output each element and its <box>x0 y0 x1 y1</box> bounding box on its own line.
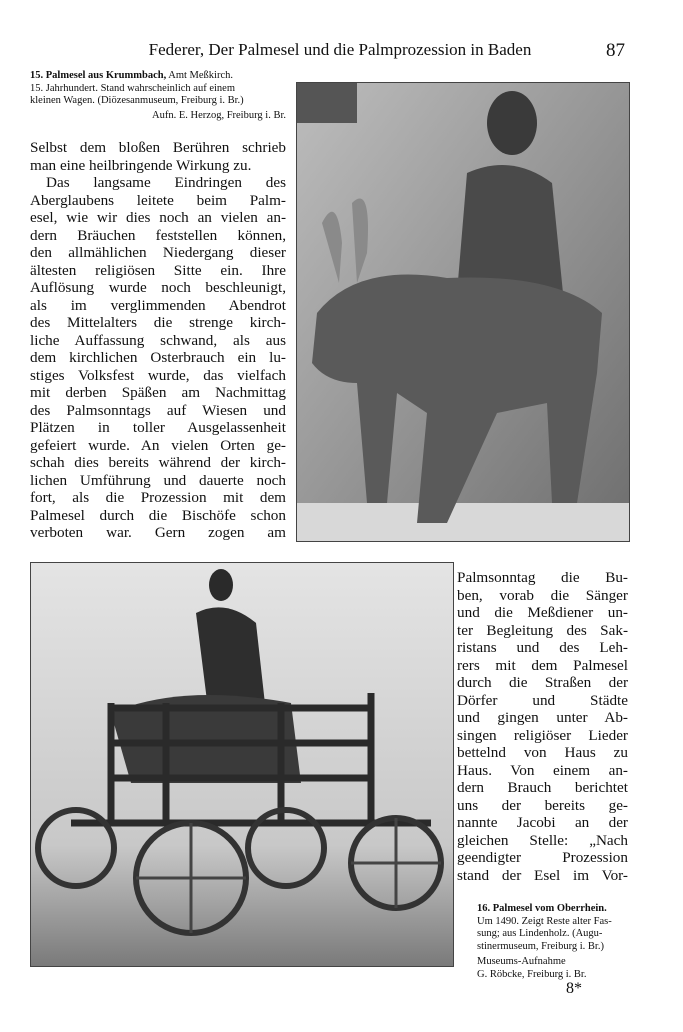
page-number: 87 <box>606 40 625 61</box>
caption-title: 16. Palmesel vom Oberrhein. <box>477 903 607 914</box>
photo-credit: Aufn. E. Herzog, Freiburg i. Br. <box>152 109 286 121</box>
photo-credit: Museums-Aufnahme <box>477 956 566 967</box>
left-text-column: Selbst dem bloßen Berühren schrieb man eine heilbringende Wirkung zu. Das langsame Eindringen des Aberglaubens leitete beim Palm- esel, wie wir dies noch an vielen an- dern Bräuchen feststellen können, den allmählichen Niedergang dieser ältesten religiösen Sitte ein. Ihre Auflösung wurde noch beschleunigt, als im verglimmenden Abendrot des Mittelalters die strenge kirch- liche Auffassung schwand, als aus dem kirchlichen Osterbrauch ein lu- stiges Volksfest wurde, das vielfach mit derben Späßen am Nachmittag des Palmsonntags auf Wiesen und Plätzen in toller Ausgelassenheit gefeiert wurde. An vielen Orten ge- schah dies bereits während der kirch- lichen Umführung und dauerte noch fort, als die Prozession mit dem Palmesel durch die Bischöfe schon verboten war. Gern zogen am <box>30 139 286 541</box>
figure-16-caption: 16. Palmesel vom Oberrhein. Um 1490. Zeigt Reste alter Fas- sung; aus Lindenholz. (Augu- stinermuseum, Freiburg i. Br.) Museums-Aufnahme G. Röbcke, Freiburg i. Br. <box>477 903 612 980</box>
caption-title: 15. Palmesel aus Krummbach, <box>30 70 167 81</box>
running-header: Federer, Der Palmesel und die Palmprozession in Baden <box>148 40 532 59</box>
right-text-column: Palmsonntag die Bu- ben, vorab die Sänger und die Meßdiener un- ter Begleitung des Sak- ristans und des Leh- rers mit dem Palmesel durch die Straßen der Dörfer und Städte und gingen unter Ab- singen religiöser Lieder bettelnd von Haus zu Haus. Von einem an- dern Brauch berichtet uns der bereits ge- nannte Jacobi an der gleichen Stelle: „Nach geendigter Prozession stand der Esel im Vor- <box>457 569 628 884</box>
figure-15-caption: 15. Palmesel aus Krummbach, Amt Meßkirch. 15. Jahrhundert. Stand wahrscheinlich auf einem kleinen Wagen. (Diözesanmuseum, Freiburg i. Br.) Aufn. E. Herzog, Freiburg i. Br. <box>30 70 286 121</box>
photo-palmesel-oberrhein <box>30 562 454 967</box>
photo-palmesel-krummbach <box>296 82 630 542</box>
signature-mark: 8* <box>566 980 582 997</box>
